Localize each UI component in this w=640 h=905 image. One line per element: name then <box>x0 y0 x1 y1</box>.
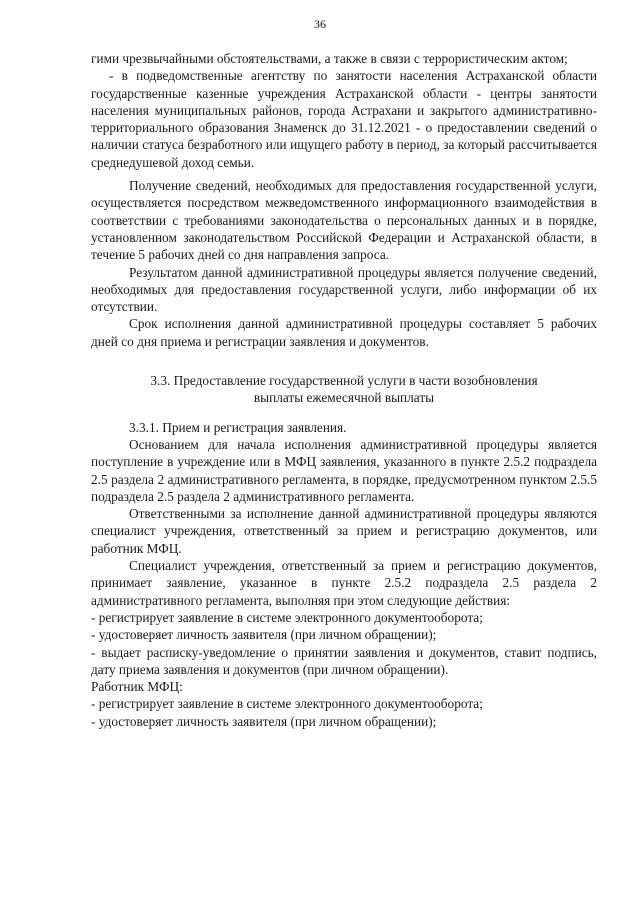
list-item: - регистрирует заявление в системе электронного документооборота; <box>91 696 483 712</box>
list-item: - удостоверяет личность заявителя (при личном обращении); <box>91 713 437 729</box>
paragraph: Срок исполнения данной административной процедуры составляет 5 рабочих дней со дня приема и регистрации заявления и документов. <box>91 316 597 349</box>
paragraph: Работник МФЦ: <box>91 679 183 695</box>
paragraph: Основанием для начала исполнения административной процедуры является поступление в учреждение или в МФЦ заявления, указанного в пункте 2.5.2 подраздела 2.5 раздела 2 административного регламента, в порядке, предусмотренном пунктом 2.5.5 подраздела 2.5 раздела 2 административного регламента. <box>91 436 597 504</box>
paragraph: Ответственными за исполнение данной административной процедуры являются специалист учреждения, ответственный за прием и регистрацию документов, или работник МФЦ. <box>91 506 597 556</box>
list-item: - регистрирует заявление в системе электронного документооборота; <box>91 609 483 625</box>
section-heading: 3.3. Предоставление государственной услуги в части возобновления выплаты ежемесячной выплаты <box>150 373 538 406</box>
page-number: 36 <box>314 17 326 31</box>
paragraph: гими чрезвычайными обстоятельствами, а также в связи с террористическим актом; <box>91 51 568 66</box>
paragraph: Получение сведений, необходимых для предоставления государственной услуги, осуществляется посредством межведомственного информационного взаимодействия в соответствии с требованиями законодательства о персональных данных и в порядке, установленном законодательством Российской Федерации и Астраханской области, в течение 5 рабочих дней со дня направления запроса. <box>91 178 597 263</box>
list-item: - в подведомственные агентству по занятости населения Астраханской области государственные казенные учреждения Астраханской области - центры занятости населения муниципальных районов, города Астрахани и закрытого административно-территориального образования Знаменск до 31.12.2021 - о предоставлении сведений о наличии статуса безработного или ищущего работу в период, за который рассчитывается среднедушевой доход семьи. <box>91 68 597 170</box>
paragraph: Специалист учреждения, ответственный за прием и регистрацию документов, принимает заявление, указанное в пункте 2.5.2 подраздела 2.5 раздела 2 административного регламента, выполняя при этом следующие действия: <box>91 558 597 608</box>
subsection-heading: 3.3.1. Прием и регистрация заявления. <box>129 419 347 435</box>
list-item: - выдает расписку-уведомление о принятии заявления и документов, ставит подпись, дату приема заявления и документов (при личном обращении). <box>91 644 597 677</box>
list-item: - удостоверяет личность заявителя (при личном обращении); <box>91 627 437 643</box>
paragraph: Результатом данной административной процедуры является получение сведений, необходимых для предоставления государственной услуги, либо информации об их отсутствии. <box>91 264 597 315</box>
page-body <box>91 50 597 730</box>
